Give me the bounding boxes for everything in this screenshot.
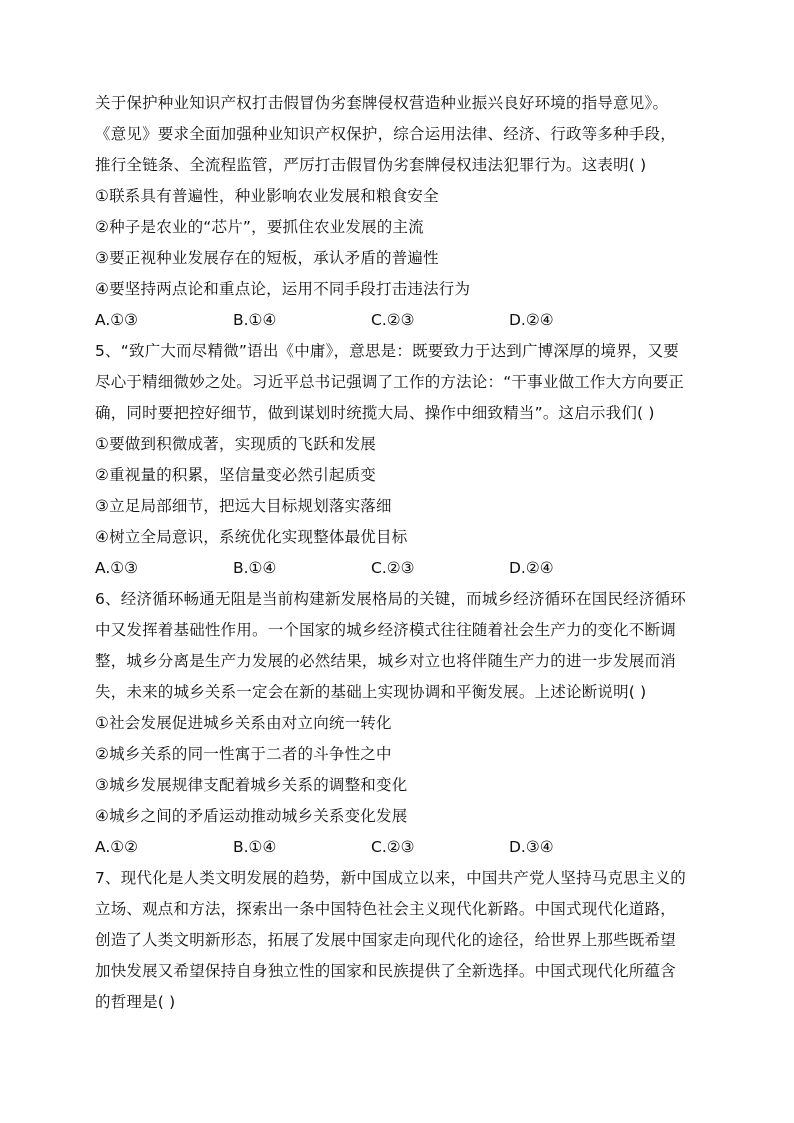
question-7-stem-line-5: 的哲理是( ) (95, 993, 176, 1011)
question-5-statement-1: ①要做到积微成著，实现质的飞跃和发展 (95, 435, 376, 453)
question-4-statement-1: ①联系具有普遍性，种业影响农业发展和粮食安全 (95, 187, 439, 205)
question-4-option-b: B.①④ (233, 311, 277, 329)
question-4-stem-line-2: 《意见》要求全面加强种业知识产权保护，综合运用法律、经济、行政等多种手段， (95, 125, 676, 143)
question-5-option-d: D.②④ (509, 559, 554, 577)
question-5-statement-3: ③立足局部细节，把远大目标规划落实落细 (95, 497, 392, 515)
question-7-stem-line-3: 创造了人类文明新形态，拓展了发展中国家走向现代化的途径，给世界上那些既希望 (95, 931, 676, 949)
question-6-options (95, 832, 705, 863)
question-4-option-c: C.②③ (371, 311, 415, 329)
question-6 (95, 584, 705, 863)
question-6-stem-line-3: 整，城乡分离是生产力发展的必然结果，城乡对立也将伴随生产力的进一步发展而消 (95, 652, 676, 670)
question-5-options (95, 553, 705, 584)
question-6-option-b: B.①④ (233, 838, 277, 856)
question-4-stem-line-3: 推行全链条、全流程监管，严厉打击假冒伪劣套牌侵权违法犯罪行为。这表明( ) (95, 156, 647, 174)
question-4-stem-line-1: 关于保护种业知识产权打击假冒伪劣套牌侵权营造种业振兴良好环境的指导意见》。 (95, 94, 669, 112)
question-5-stem-line-2: 尽心于精细微妙之处。习近平总书记强调了工作的方法论：“干事业做工作大方向要正 (95, 373, 685, 391)
question-5-statement-4: ④树立全局意识，系统优化实现整体最优目标 (95, 528, 408, 546)
question-4-option-a: A.①③ (95, 311, 139, 329)
question-7-stem-line-4: 加快发展又希望保持自身独立性的国家和民族提供了全新选择。中国式现代化所蕴含 (95, 962, 676, 980)
question-6-statement-4: ④城乡之间的矛盾运动推动城乡关系变化发展 (95, 807, 408, 825)
question-7 (95, 863, 705, 1018)
question-5-option-a: A.①③ (95, 559, 139, 577)
question-6-option-a: A.①② (95, 838, 139, 856)
question-4 (95, 88, 705, 336)
question-4-statement-2: ②种子是农业的“芯片”，要抓住农业发展的主流 (95, 218, 424, 236)
question-6-option-c: C.②③ (371, 838, 415, 856)
question-6-stem-line-2: 中又发挥着基础性作用。一个国家的城乡经济模式往往随着社会生产力的变化不断调 (95, 621, 676, 639)
question-6-statement-2: ②城乡关系的同一性寓于二者的斗争性之中 (95, 745, 392, 763)
question-6-statement-1: ①社会发展促进城乡关系由对立向统一转化 (95, 714, 392, 732)
question-4-statement-3: ③要正视种业发展存在的短板，承认矛盾的普遍性 (95, 249, 439, 267)
question-6-statement-3: ③城乡发展规律支配着城乡关系的调整和变化 (95, 776, 408, 794)
question-4-statement-4: ④要坚持两点论和重点论，运用不同手段打击违法行为 (95, 280, 471, 298)
question-5-statement-2: ②重视量的积累，坚信量变必然引起质变 (95, 466, 376, 484)
question-6-stem-line-1: 6、经济循环畅通无阻是当前构建新发展格局的关键，而城乡经济循环在国民经济循环 (95, 590, 686, 608)
question-5-option-b: B.①④ (233, 559, 277, 577)
question-5 (95, 336, 705, 584)
question-5-stem-line-3: 确，同时要把控好细节，做到谋划时统揽大局、操作中细致精当”。这启示我们( ) (95, 404, 655, 422)
question-6-stem-line-4: 失，未来的城乡关系一定会在新的基础上实现协调和平衡发展。上述论断说明( ) (95, 683, 647, 701)
question-7-stem-line-1: 7、现代化是人类文明发展的趋势，新中国成立以来，中国共产党人坚持马克思主义的 (95, 869, 686, 887)
question-5-stem-line-1: 5、“致广大而尽精微”语出《中庸》，意思是：既要致力于达到广博深厚的境界，又要 (95, 342, 679, 360)
question-4-option-d: D.②④ (509, 311, 554, 329)
question-6-option-d: D.③④ (509, 838, 554, 856)
document-page (95, 88, 705, 1018)
question-5-option-c: C.②③ (371, 559, 415, 577)
question-4-options (95, 305, 705, 336)
question-7-stem-line-2: 立场、观点和方法，探索出一条中国特色社会主义现代化新路。中国式现代化道路， (95, 900, 676, 918)
